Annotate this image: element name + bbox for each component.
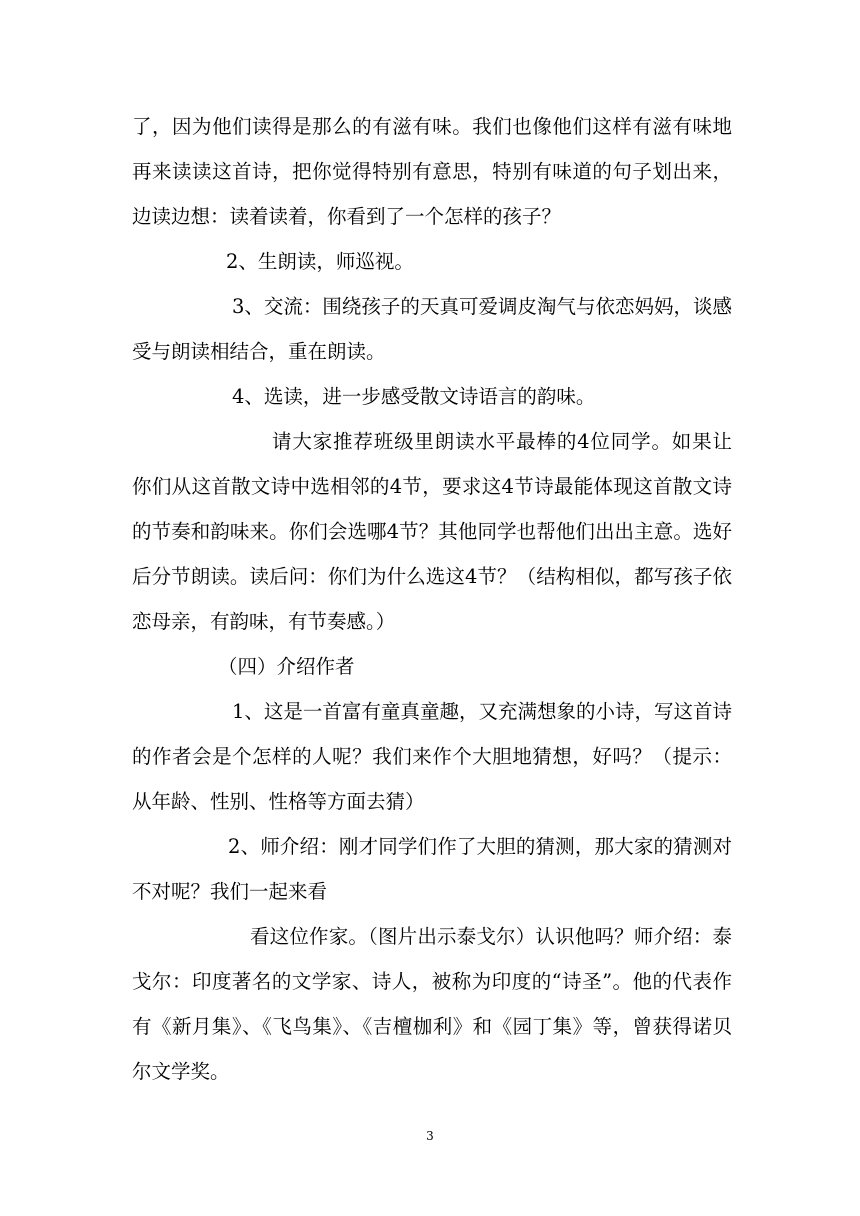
page-number: 3 bbox=[426, 1129, 434, 1143]
paragraph-recommend-readers: 请大家推荐班级里朗读水平最棒的4位同学。如果让你们从这首散文诗中选相邻的4节，要求这4节诗最能体现这首散文诗的节奏和韵味来。你们会选哪4节？其他同学也帮他们出出主意。选好后分节朗读。读后问：你们为什么选这4节？（结构相似，都写孩子依恋母亲，有韵味，有节奏感。） bbox=[132, 430, 732, 633]
paragraph-step-3: 3、交流：围绕孩子的天真可爱调皮淘气与依恋妈妈，谈感受与朗读相结合，重在朗读。 bbox=[132, 295, 732, 363]
paragraph-teacher-intro: 2、师介绍：刚才同学们作了大胆的猜测，那大家的猜测对不对呢？我们一起来看 bbox=[132, 835, 732, 903]
section-heading-introduce-author: （四）介绍作者 bbox=[218, 655, 355, 678]
paragraph-step-2: 2、生朗读，师巡视。 bbox=[226, 250, 414, 273]
paragraph-tagore-intro: 看这位作家。（图片出示泰戈尔）认识他吗？师介绍：泰戈尔：印度著名的文学家、诗人，被称为印度的“诗圣”。他的代表作有《新月集》、《飞鸟集》、《吉檀枷利》和《园丁集》等，曾获得诺贝尔文学奖。 bbox=[132, 925, 732, 1083]
paragraph-guess-author: 1、这是一首富有童真童趣，又充满想象的小诗，写这首诗的作者会是个怎样的人呢？我们来作个大胆地猜想，好吗？（提示：从年龄、性别、性格等方面去猜） bbox=[132, 700, 732, 813]
paragraph-reading-intro: 了，因为他们读得是那么的有滋有味。我们也像他们这样有滋有味地再来读读这首诗，把你觉得特别有意思，特别有味道的句子划出来，边读边想：读着读着，你看到了一个怎样的孩子？ bbox=[132, 115, 732, 228]
paragraph-step-4: 4、选读，进一步感受散文诗语言的韵味。 bbox=[232, 385, 596, 408]
